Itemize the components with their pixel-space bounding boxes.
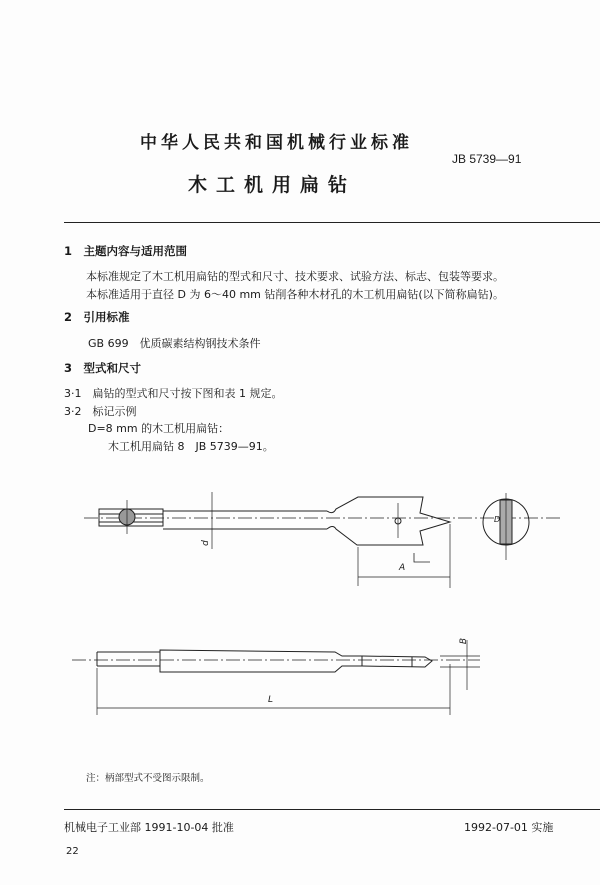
dim-label-B: B (459, 637, 470, 645)
figure-note: 注：柄部型式不受图示限制。 (86, 773, 210, 784)
org-title: 中华人民共和国机械行业标准 (140, 133, 413, 153)
section-1-para-2: 本标准适用于直径 D 为 6～40 mm 钻削各种木材孔的木工机用扁钻(以下简称扁钻)。 (86, 288, 504, 301)
page-number: 22 (66, 846, 79, 857)
dim-label-A: A (399, 563, 406, 573)
section-1-para-1: 本标准规定了木工机用扁钻的型式和尺寸、技术要求、试验方法、标志、包装等要求。 (86, 270, 504, 283)
clause-3-1: 3·1 扁钻的型式和尺寸按下图和表 1 规定。 (64, 387, 283, 400)
section-2-heading: 2 引用标准 (64, 310, 130, 324)
example-line-1: D=8 mm 的木工机用扁钻： (88, 422, 230, 435)
dim-label-L: L (268, 695, 274, 705)
dim-label-d: d (200, 540, 211, 546)
standard-code: JB 5739—91 (452, 152, 522, 166)
approval-text: 机械电子工业部 1991-10-04 批准 (64, 821, 234, 834)
section-1-heading: 1 主题内容与适用范围 (64, 244, 188, 258)
effective-date: 1992-07-01 实施 (464, 821, 554, 834)
dim-label-D: D (494, 515, 501, 524)
footer-rule (64, 809, 600, 810)
example-line-2: 木工机用扁钻 8 JB 5739—91。 (108, 440, 274, 453)
clause-3-2: 3·2 标记示例 (64, 405, 137, 418)
section-3-heading: 3 型式和尺寸 (64, 361, 142, 375)
section-2-para-1: GB 699 优质碳素结构钢技术条件 (88, 337, 261, 350)
document-title: 木工机用扁钻 (188, 174, 357, 196)
